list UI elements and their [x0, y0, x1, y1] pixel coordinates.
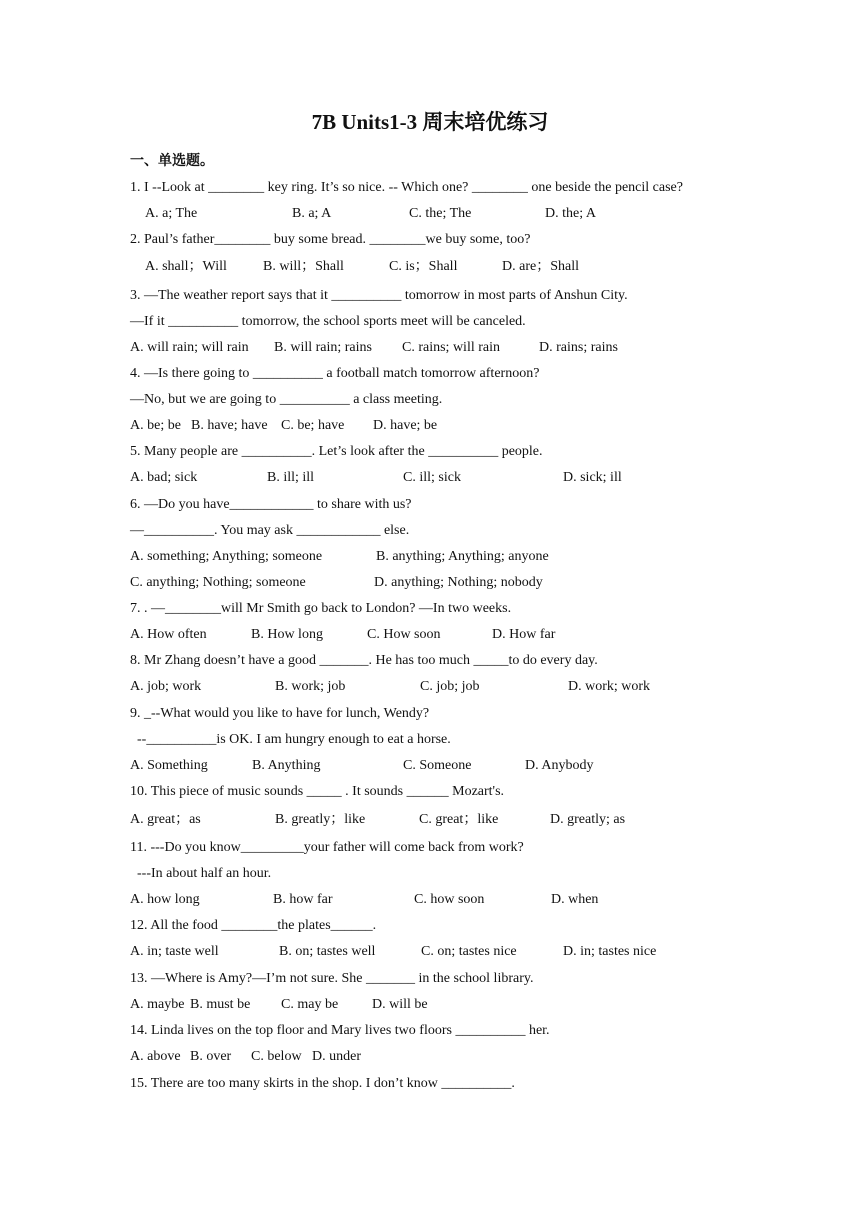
option-c[interactable]: C. may be — [281, 997, 339, 1012]
question-14: 14. Linda lives on the top floor and Mary lives two floors __________ her. — [130, 1023, 550, 1038]
option-a[interactable]: A. how long — [130, 892, 200, 907]
option-d[interactable]: D. greatly; as — [550, 812, 626, 827]
question-15: 15. There are too many skirts in the shop. I don’t know __________. — [130, 1076, 515, 1091]
options-q8 — [0, 678, 680, 696]
option-d[interactable]: D. anything; Nothing; nobody — [374, 575, 543, 590]
question-7: 7. . —________will Mr Smith go back to London? —In two weeks. — [130, 601, 512, 616]
option-b[interactable]: B. How long — [251, 627, 323, 642]
question-12: 12. All the food ________the plates______. — [130, 918, 377, 933]
option-c[interactable]: C. is；Shall — [389, 259, 458, 274]
option-d[interactable]: D. sick; ill — [563, 470, 622, 485]
options-q6-row2 — [0, 574, 680, 592]
option-d[interactable]: D. are；Shall — [502, 259, 579, 274]
question-3-reply: —If it __________ tomorrow, the school sports meet will be canceled. — [130, 314, 526, 329]
options-q9 — [0, 757, 680, 775]
option-b[interactable]: B. greatly；like — [275, 812, 366, 827]
options-q11 — [0, 891, 680, 909]
page-title: 7B Units1-3 周末培优练习 — [311, 110, 549, 134]
options-q6-row1 — [0, 548, 680, 566]
option-d[interactable]: D. have; be — [373, 418, 438, 433]
question-6: 6. —Do you have____________ to share with us? — [130, 497, 412, 512]
option-b[interactable]: B. will rain; rains — [274, 340, 372, 355]
question-9-reply: --__________is OK. I am hungry enough to eat a horse. — [130, 732, 451, 747]
option-c[interactable]: C. How soon — [367, 627, 441, 642]
options-q1 — [0, 205, 680, 223]
option-c[interactable]: C. below — [251, 1049, 302, 1064]
question-9: 9. _--What would you like to have for lunch, Wendy? — [130, 706, 430, 721]
option-c[interactable]: C. how soon — [414, 892, 485, 907]
option-b[interactable]: B. will；Shall — [263, 259, 344, 274]
question-8: 8. Mr Zhang doesn’t have a good _______. He has too much _____to do every day. — [130, 653, 598, 668]
question-13: 13. —Where is Amy?—I’m not sure. She _______ in the school library. — [130, 971, 534, 986]
options-q2 — [0, 258, 680, 276]
options-q7 — [0, 626, 680, 644]
options-q5 — [0, 469, 680, 487]
option-d[interactable]: D. rains; rains — [539, 340, 618, 355]
options-q3 — [0, 339, 680, 357]
option-a[interactable]: A. above — [130, 1049, 181, 1064]
option-c[interactable]: C. great；like — [419, 812, 499, 827]
question-4-reply: —No, but we are going to __________ a class meeting. — [130, 392, 443, 407]
option-a[interactable]: A. in; taste well — [130, 944, 219, 959]
option-a[interactable]: A. something; Anything; someone — [130, 549, 323, 564]
option-d[interactable]: D. How far — [492, 627, 556, 642]
options-q4 — [0, 417, 680, 435]
option-a[interactable]: A. will rain; will rain — [130, 340, 249, 355]
option-d[interactable]: D. the; A — [545, 206, 596, 221]
options-q10 — [0, 811, 680, 829]
options-q13 — [0, 996, 680, 1014]
option-c[interactable]: C. be; have — [281, 418, 345, 433]
question-3: 3. —The weather report says that it __________ tomorrow in most parts of Anshun City. — [130, 288, 628, 303]
option-d[interactable]: D. will be — [372, 997, 428, 1012]
option-c[interactable]: C. anything; Nothing; someone — [130, 575, 306, 590]
option-d[interactable]: D. work; work — [568, 679, 651, 694]
option-c[interactable]: C. job; job — [420, 679, 480, 694]
question-10: 10. This piece of music sounds _____ . It sounds ______ Mozart's. — [130, 784, 505, 799]
option-b[interactable]: B. how far — [273, 892, 333, 907]
option-c[interactable]: C. ill; sick — [403, 470, 461, 485]
question-2: 2. Paul’s father________ buy some bread. ________we buy some, too? — [130, 232, 531, 247]
option-b[interactable]: B. must be — [190, 997, 251, 1012]
option-b[interactable]: B. anything; Anything; anyone — [376, 549, 549, 564]
option-a[interactable]: A. bad; sick — [130, 470, 198, 485]
option-d[interactable]: D. Anybody — [525, 758, 594, 773]
options-q12 — [0, 943, 680, 961]
option-a[interactable]: A. Something — [130, 758, 208, 773]
option-b[interactable]: B. Anything — [252, 758, 321, 773]
question-11: 11. ---Do you know_________your father will come back from work? — [130, 840, 524, 855]
option-d[interactable]: D. when — [551, 892, 599, 907]
option-a[interactable]: A. job; work — [130, 679, 202, 694]
option-b[interactable]: B. over — [190, 1049, 232, 1064]
question-5: 5. Many people are __________. Let’s look after the __________ people. — [130, 444, 543, 459]
option-c[interactable]: C. Someone — [403, 758, 472, 773]
option-a[interactable]: A. be; be — [130, 418, 181, 433]
question-1: 1. I --Look at ________ key ring. It’s so nice. -- Which one? ________ one beside the pencil case? — [130, 180, 683, 195]
option-a[interactable]: A. shall；Will — [145, 259, 227, 274]
option-b[interactable]: B. a; A — [292, 206, 332, 221]
option-a[interactable]: A. How often — [130, 627, 207, 642]
option-b[interactable]: B. work; job — [275, 679, 346, 694]
option-c[interactable]: C. on; tastes nice — [421, 944, 517, 959]
section-heading: 一、单选题。 — [130, 154, 214, 169]
option-c[interactable]: C. rains; will rain — [402, 340, 500, 355]
option-d[interactable]: D. under — [312, 1049, 361, 1064]
option-b[interactable]: B. ill; ill — [267, 470, 315, 485]
question-11-reply: ---In about half an hour. — [130, 866, 272, 881]
option-a[interactable]: A. a; The — [145, 206, 198, 221]
option-b[interactable]: B. on; tastes well — [279, 944, 376, 959]
option-b[interactable]: B. have; have — [191, 418, 268, 433]
option-c[interactable]: C. the; The — [409, 206, 472, 221]
question-6-reply: —__________. You may ask ____________ else. — [130, 523, 410, 538]
options-q14 — [0, 1048, 680, 1066]
question-4: 4. —Is there going to __________ a football match tomorrow afternoon? — [130, 366, 540, 381]
option-a[interactable]: A. great；as — [130, 812, 201, 827]
option-d[interactable]: D. in; tastes nice — [563, 944, 657, 959]
option-a[interactable]: A. maybe — [130, 997, 185, 1012]
